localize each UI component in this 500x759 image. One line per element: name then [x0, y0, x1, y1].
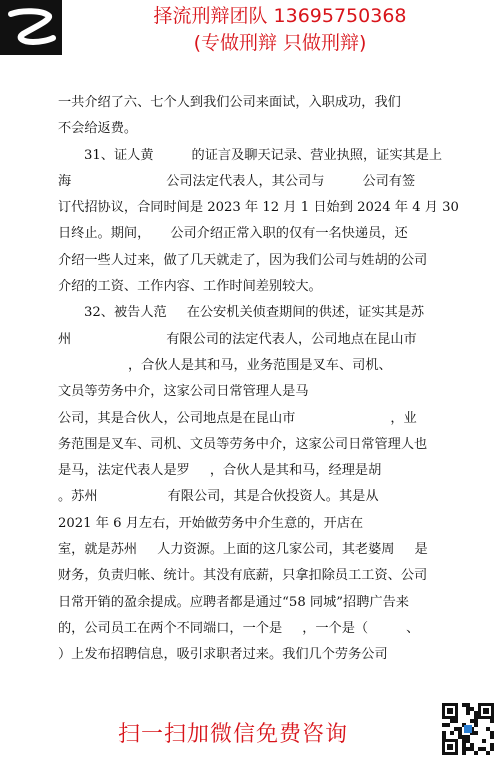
- text-line: 订代招协议，合同时间是 2023 年 12 月 1 日始到 2024 年 4 月 30: [58, 200, 459, 216]
- text-run: ，业: [390, 410, 417, 426]
- text-run: 海: [58, 173, 72, 189]
- text-run: 州: [58, 331, 72, 347]
- text-run: ，合伙人是其和马: [209, 463, 316, 479]
- text-run: 人力资源。上面的这几家公司，其老婆周: [157, 542, 395, 558]
- brand-logo-glyph: [3, 4, 59, 52]
- text-line: 不会给返费。: [58, 121, 138, 137]
- text-line: 文员等劳务中介，这家公司日常管理人是马: [58, 384, 309, 400]
- text-line: 务范围是叉车、司机、文员等劳务中介，这家公司日常管理人也: [58, 436, 428, 452]
- text-run: 公司介绍正常入职的仅有一名快递员，还: [170, 226, 408, 242]
- header-slogan: (专做刑辩 只做刑辩): [193, 32, 367, 54]
- text-line: 2021 年 6 月左右，开始做劳务中介生意的，开店在: [58, 515, 364, 531]
- text-run: 有限公司，其是合伙投资人。其是从: [167, 489, 379, 505]
- header-contact: 择流刑辩团队 13695750368: [153, 5, 407, 27]
- text-run: 有限公司的法定代表人，公司地点在昆山市: [166, 331, 417, 347]
- page-header: [70, 4, 490, 56]
- text-line: 财务，负责归帐、统计。其没有底薪，只拿扣除员工工资、公司: [58, 568, 428, 584]
- text-run: 在公安机关侦查期间的供述，证实其是苏: [186, 305, 425, 321]
- qr-code-pattern: [442, 703, 494, 755]
- text-line: 日常开销的盈余提成。应聘者都是通过“58 同城”招聘广告来: [58, 594, 409, 610]
- text-run: 室，就是苏州: [58, 542, 138, 558]
- text-run: 的证言及聊天记录、营业执照，证实其是上: [191, 147, 443, 163]
- text-line: ，合伙人是其和马，业务范围是叉车、司机、: [128, 357, 392, 373]
- wechat-qr-code-icon[interactable]: [442, 703, 494, 755]
- page-footer: [0, 720, 500, 752]
- text-run: 31、证人黄: [84, 147, 154, 163]
- wechat-cta: 扫一扫加微信免费咨询: [118, 722, 349, 747]
- text-run: 公司有签: [362, 173, 416, 189]
- text-run: 是马，法定代表人是罗: [58, 463, 190, 479]
- text-run: 。苏州: [58, 489, 98, 505]
- text-run: 的，公司员工在两个不同端口，一个是: [58, 620, 283, 636]
- text-run: ，一个是（: [302, 620, 369, 636]
- text-line: 介绍的工资、工作内容、工作时间差别较大。: [58, 279, 322, 295]
- paragraph-31: [58, 143, 468, 301]
- document-body: [58, 90, 468, 669]
- paragraph-32: [58, 300, 468, 668]
- text-line: 一共介绍了六、七个人到我们公司来面试，入职成功，我们: [58, 95, 401, 110]
- text-line: ）上发布招聘信息，吸引求职者过来。我们几个劳务公司: [58, 647, 388, 663]
- text-run: 、: [406, 620, 420, 636]
- text-run: ，经理是胡: [315, 463, 382, 479]
- brand-logo-icon: [0, 0, 62, 55]
- text-run: 公司，其是合伙人，公司地点是在昆山市: [58, 410, 296, 426]
- text-run: 日终止。期间，: [58, 226, 151, 242]
- text-line: 介绍一些人过来，做了几天就走了，因为我们公司与姓胡的公司: [58, 252, 428, 268]
- text-run: 是: [414, 542, 428, 558]
- text-run: 公司法定代表人，其公司与: [166, 173, 325, 189]
- text-run: 32、被告人范: [84, 305, 167, 321]
- paragraph-intro: [58, 90, 468, 143]
